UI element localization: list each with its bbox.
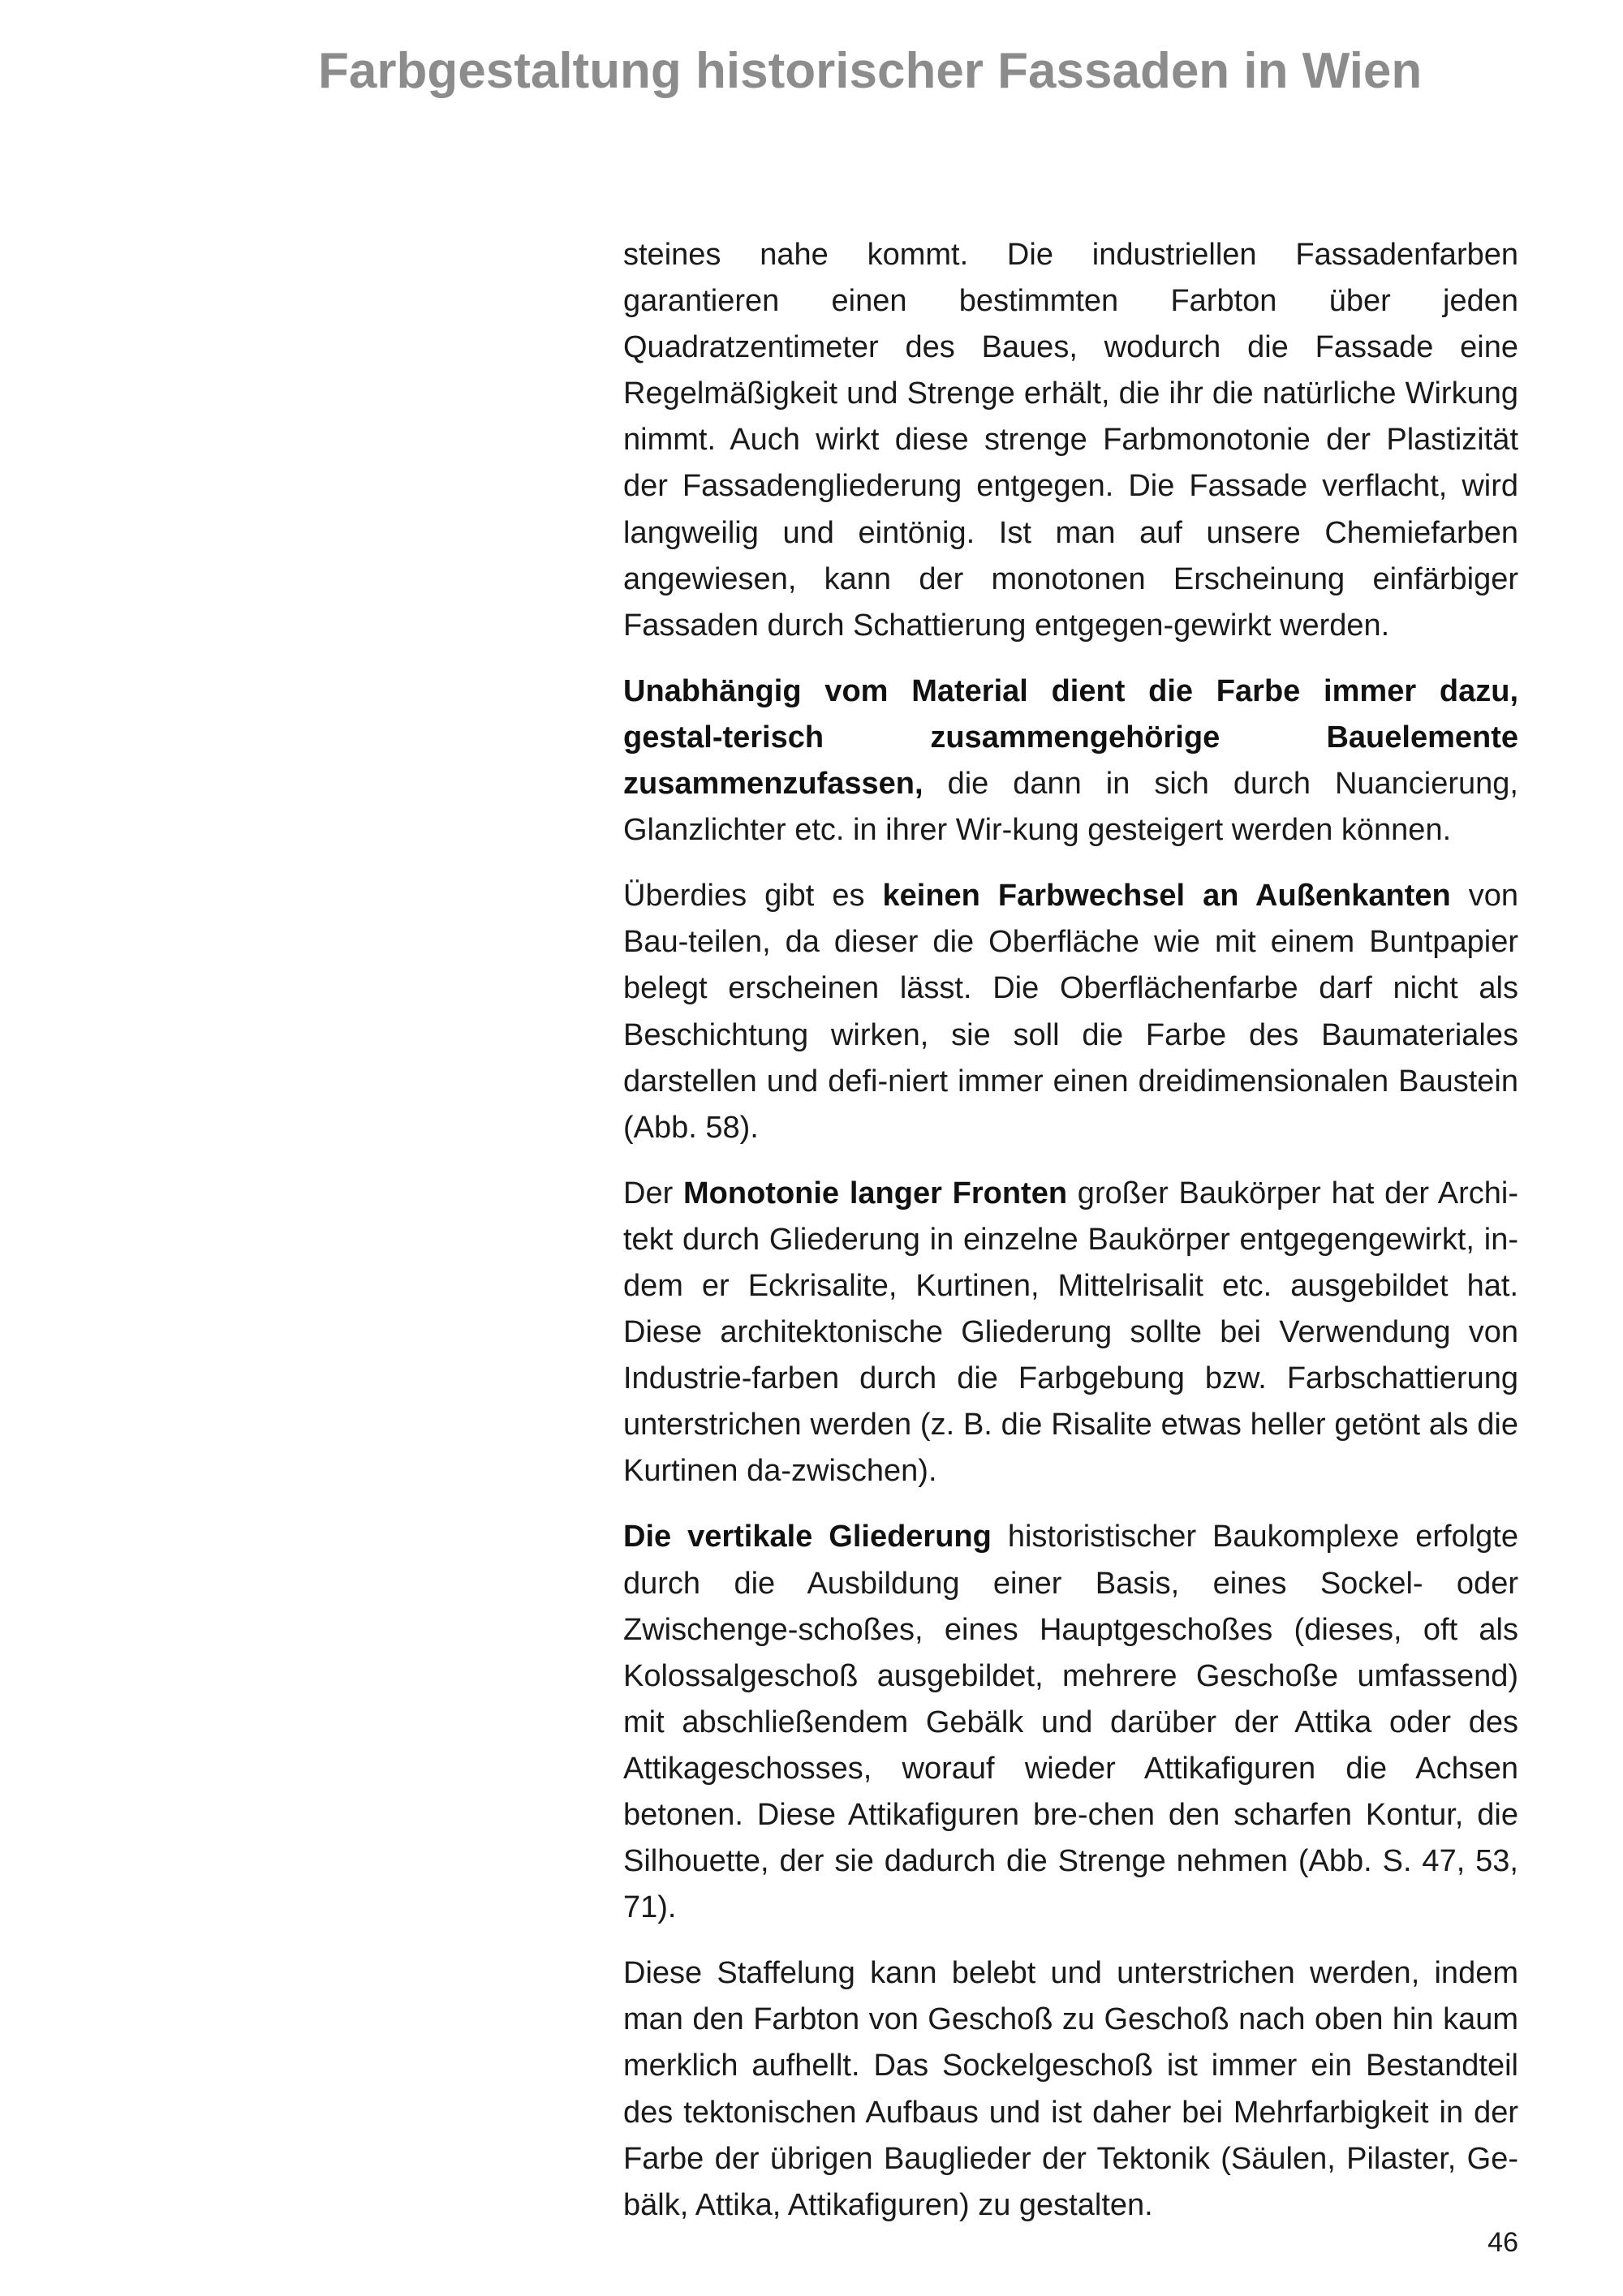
paragraph-6 xyxy=(623,1950,1518,2229)
paragraph-text: Der xyxy=(623,1176,683,1210)
paragraph-text: großer Baukörper hat der Archi-tekt durch Gliederung in einzelne Baukörper entgegengewirkt, in-dem er Eckrisalite, Kurtinen, Mittelrisalit etc. ausgebildet hat. Diese architektonische Gliederung sollte bei Verwendung von Industrie-farben durch die Farbgebung bzw. Farbschattierung unterstrichen werden (z. B. die Risalite etwas heller getönt als die Kurtinen da-zwischen). xyxy=(623,1176,1518,1489)
paragraph-text: historistischer Baukomplexe erfolgte durch die Ausbildung einer Basis, eines Sockel- oder Zwischenge-schoßes, eines Hauptgeschoßes (dieses, oft als Kolossalgeschoß ausgebildet, mehrere Geschoße umfassend) mit abschließendem Gebälk und darüber der Attika oder des Attikageschosses, worauf wieder Attikafiguren die Achsen betonen. Diese Attikafiguren bre-chen den scharfen Kontur, die Silhouette, der sie dadurch die Strenge nehmen (Abb. S. 47, 53, 71). xyxy=(623,1520,1519,1925)
paragraph-emphasis: Monotonie langer Fronten xyxy=(683,1176,1068,1210)
paragraph-text: Überdies gibt es xyxy=(623,879,883,914)
paragraph-2 xyxy=(623,669,1518,853)
paragraph-emphasis: Unabhängig vom Material dient die Farbe immer dazu, gestal-terisch zusammengehörige Bauelemente zusammenzufassen, xyxy=(623,673,1518,802)
page-number: 46 xyxy=(1487,2227,1518,2258)
paragraph-emphasis: Die vertikale Gliederung xyxy=(623,1520,992,1554)
paragraph-text: von Bau-teilen, da dieser die Oberfläche wie mit einem Buntpapier belegt erscheinen lässt. Die Oberflächenfarbe darf nicht als Beschichtung wirken, sie soll die Farbe des Baumateriales darstellen und defi-niert immer einen dreidimensionalen Baustein (Abb. 58). xyxy=(623,879,1519,1145)
body-text-column xyxy=(623,232,1518,2248)
paragraph-5 xyxy=(623,1514,1518,1931)
paragraph-emphasis: keinen Farbwechsel an Außenkanten xyxy=(882,879,1451,914)
paragraph-3 xyxy=(623,873,1518,1151)
paragraph-text: die dann in sich durch Nuancierung, Glanzlichter etc. in ihrer Wir-kung gesteigert werden können. xyxy=(623,767,1518,848)
paragraph-text: steines nahe kommt. Die industriellen Fassadenfarben garantieren einen bestimmten Farbton über jeden Quadratzentimeter des Baues, wodurch die Fassade eine Regelmäßigkeit und Strenge erhält, die ihr die natürliche Wirkung nimmt. Auch wirkt diese strenge Farbmonotonie der Plastizität der Fassadengliederung entgegen. Die Fassade verflacht, wird langweilig und eintönig. Ist man auf unsere Chemiefarben angewiesen, kann der monotonen Erscheinung einfärbiger Fassaden durch Schattierung entgegen-gewirkt werden. xyxy=(623,238,1518,643)
paragraph-1 xyxy=(623,232,1518,649)
paragraph-4 xyxy=(623,1171,1518,1495)
paragraph-text: Diese Staffelung kann belebt und unterstrichen werden, indem man den Farbton von Geschoß zu Geschoß nach oben hin kaum merklich aufhellt. Das Sockelgeschoß ist immer ein Bestandteil des tektonischen Aufbaus und ist daher bei Mehrfarbigkeit in der Farbe der übrigen Bauglieder der Tektonik (Säulen, Pilaster, Ge-bälk, Attika, Attikafiguren) zu gestalten. xyxy=(623,1956,1518,2222)
page-title: Farbgestaltung historischer Fassaden in Wien xyxy=(318,43,1423,99)
